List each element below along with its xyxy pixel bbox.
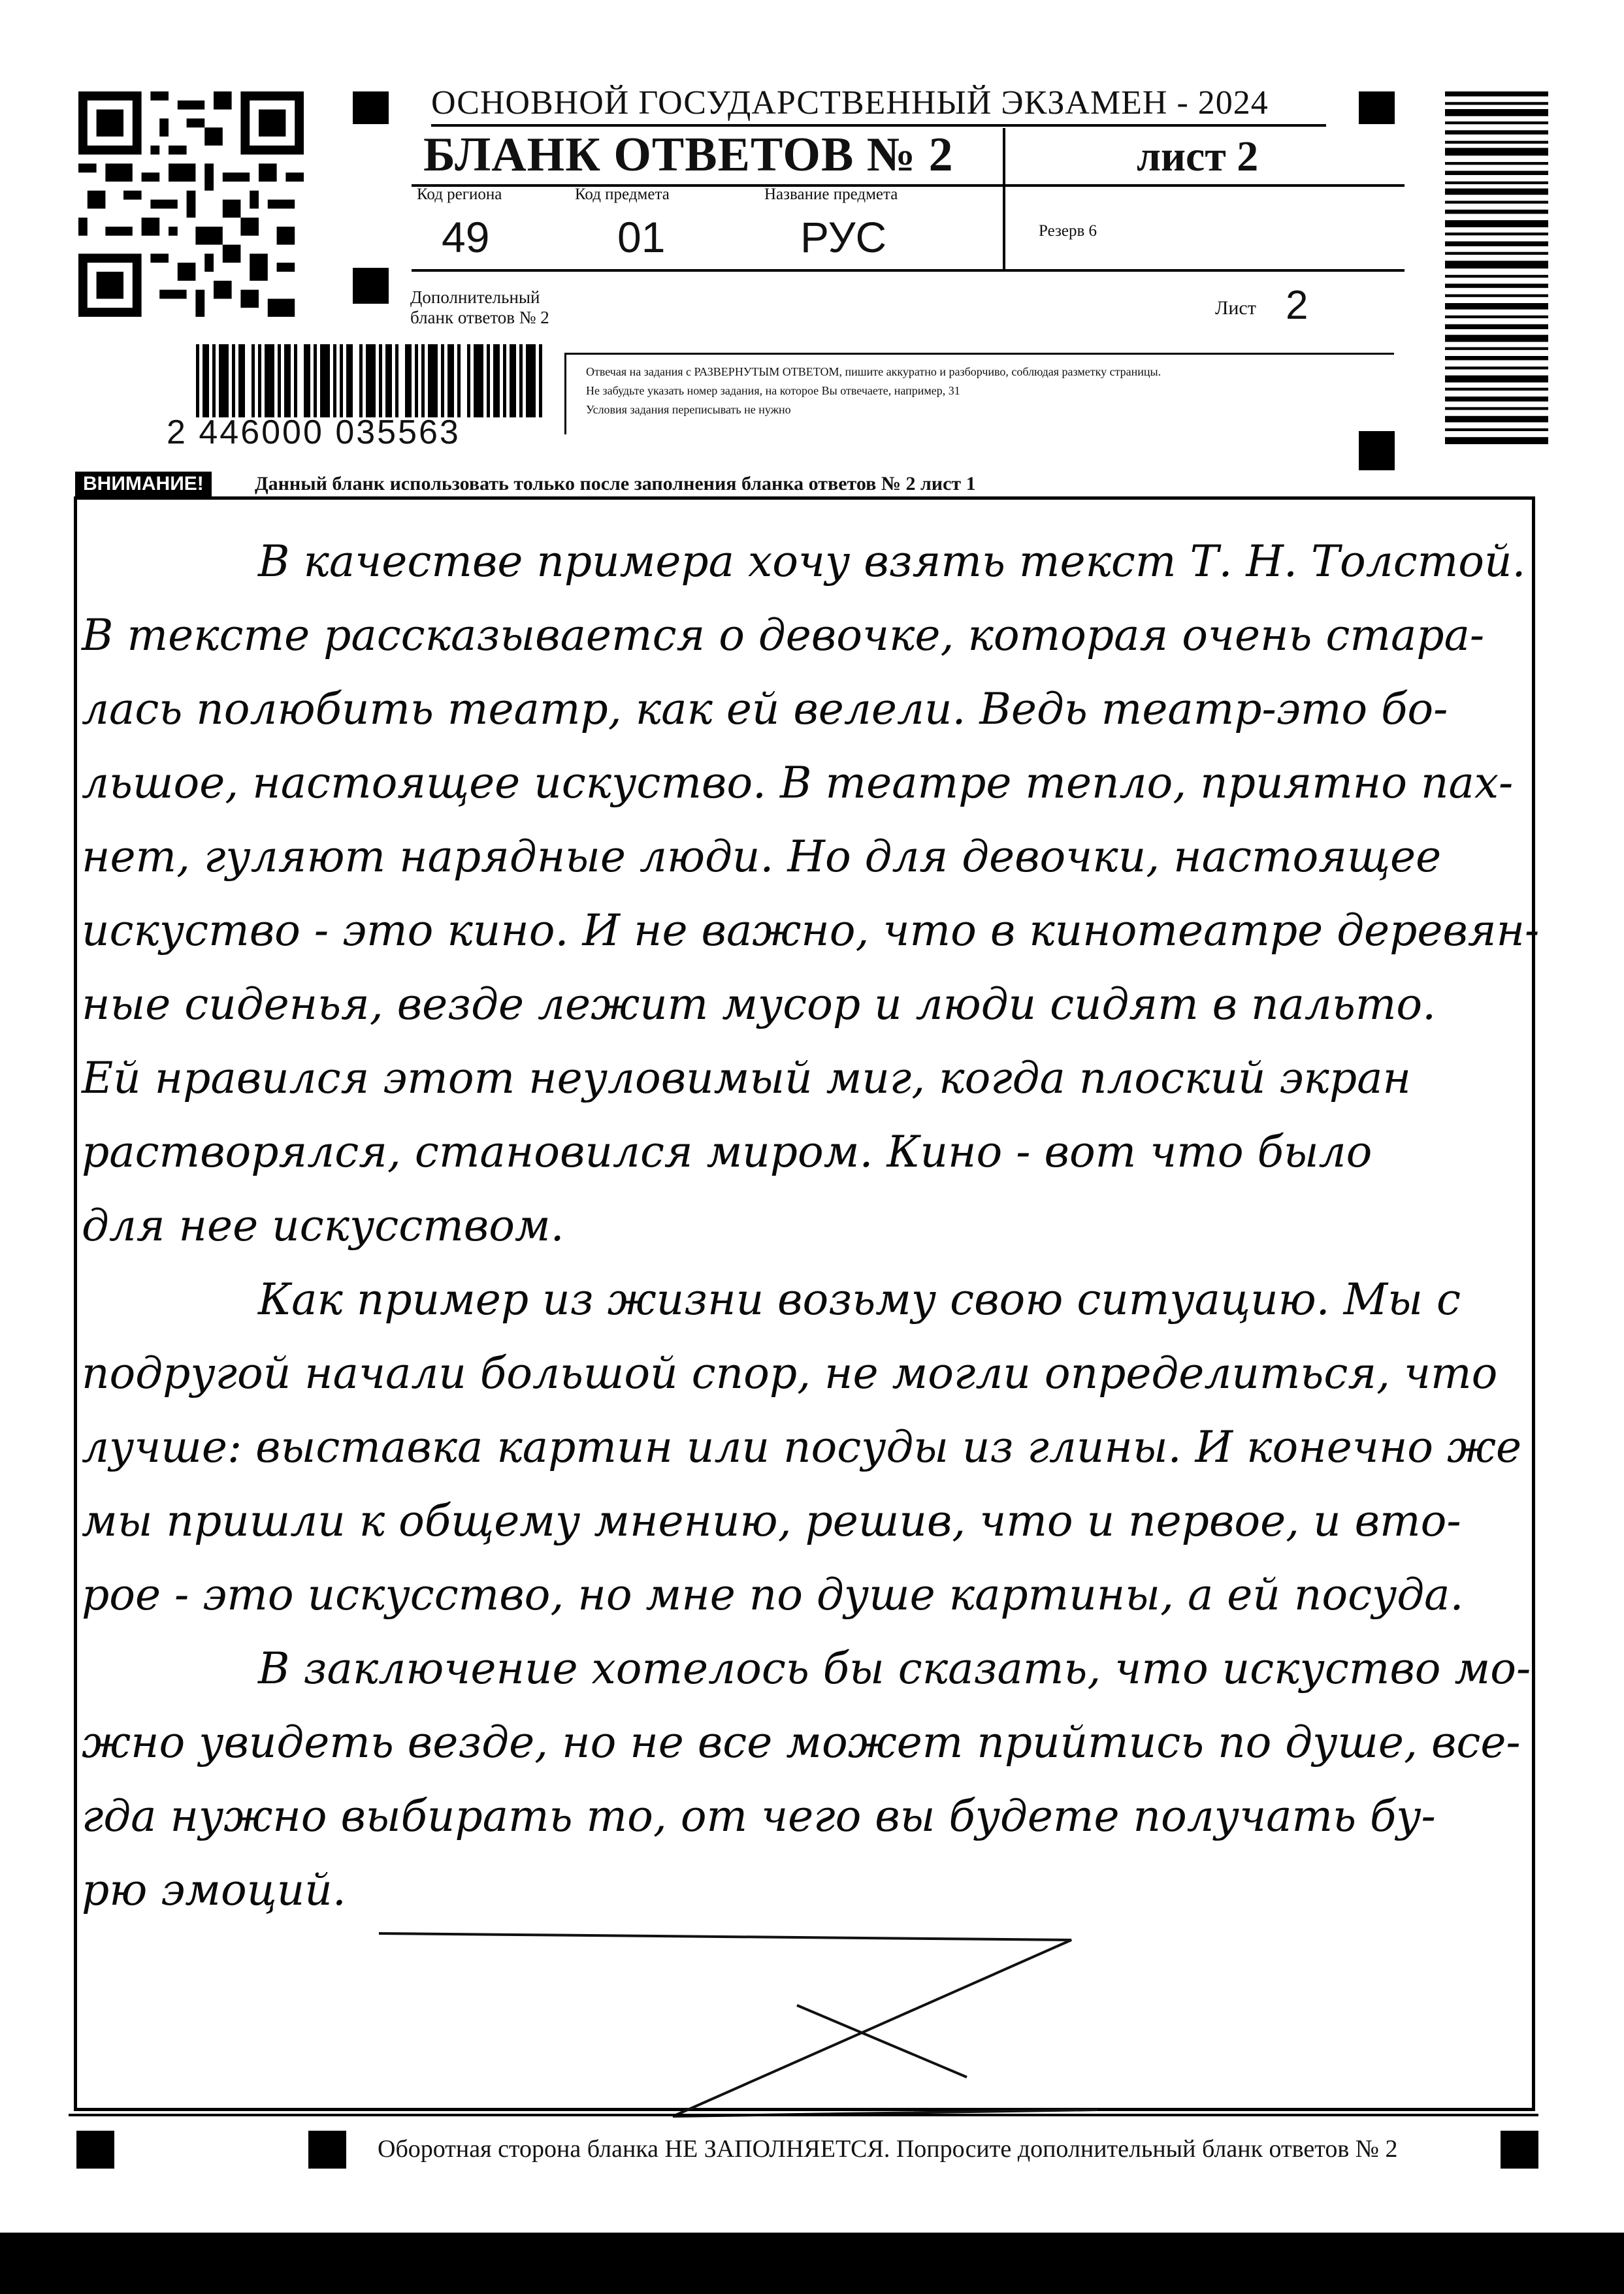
instruction-line: Отвечая на задания с РАЗВЕРНУТЫМ ОТВЕТОМ, пишите аккуратно и разборчиво, соблюдая разметку страницы. [586, 365, 1161, 378]
barcode-number: 2 446000 035563 [167, 413, 461, 451]
form-title: БЛАНК ОТВЕТОВ № 2 [423, 128, 954, 182]
registration-mark [1501, 2131, 1538, 2169]
registration-mark [1359, 91, 1395, 124]
answer-line: рю эмоций. [82, 1865, 346, 1915]
answer-text [82, 529, 1540, 1931]
sheet-label: Лист [1215, 297, 1256, 319]
answer-line: лась полюбить театр, как ей велели. Ведь театр-это бо- [82, 684, 1448, 734]
instructions-block [564, 353, 1394, 434]
answer-line: растворялся, становился миром. Кино - вот что было [82, 1127, 1372, 1177]
subject-name-field[interactable]: РУС [800, 213, 887, 261]
side-barcode [1445, 91, 1548, 444]
exam-title: ОСНОВНОЙ ГОСУДАРСТВЕННЫЙ ЭКЗАМЕН - 2024 [431, 84, 1326, 127]
answer-line: В качестве примера хочу взять текст Т. Н. Толстой. [258, 536, 1526, 587]
extra-form-label [410, 287, 549, 328]
region-code-field[interactable]: 49 [442, 213, 490, 261]
answer-line: подругой начали большой спор, не могли определиться, что [82, 1348, 1498, 1398]
instruction-line: Не забудьте указать номер задания, на которое Вы отвечаете, например, 31 [586, 384, 960, 397]
z-cross-out-mark [366, 1920, 1097, 2169]
answer-line: Как пример из жизни возьму свою ситуацию. Мы с [258, 1274, 1461, 1325]
reserve-field: Резерв 6 [1039, 222, 1097, 240]
extra-form-label-line: бланк ответов № 2 [410, 308, 549, 327]
answer-line: жно увидеть везде, но не все может прийтись по душе, все- [82, 1717, 1521, 1768]
registration-mark [1359, 431, 1395, 470]
answer-line: лучше: выставка картин или посуды из глины. И конечно же [82, 1422, 1522, 1472]
qr-code [75, 91, 307, 317]
extra-form-label-line: Дополнительный [410, 287, 540, 307]
footer-divider [69, 2114, 1538, 2116]
attention-text: Данный бланк использовать только после заполнения бланка ответов № 2 лист 1 [255, 473, 976, 494]
sheet-title: лист 2 [1137, 133, 1259, 180]
answer-line: В тексте рассказывается о девочке, которая очень стара- [82, 610, 1485, 660]
answer-line: для нее искусством. [82, 1201, 564, 1251]
answer-line: ные сиденья, везде лежит мусор и люди сидят в пальто. [82, 979, 1437, 1029]
subject-code-label: Код предмета [575, 186, 670, 203]
answer-line: искуство - это кино. И не важно, что в кинотеатре деревян- [82, 905, 1540, 956]
registration-mark [353, 268, 389, 304]
region-code-label: Код региона [417, 186, 502, 203]
answer-line: мы пришли к общему мнению, решив, что и первое, и вто- [82, 1496, 1461, 1546]
answer-line: рое - это искусство, но мне по душе картины, а ей посуда. [82, 1570, 1464, 1620]
header-divider [412, 184, 1405, 187]
answer-line: льшое, настоящее искуство. В театре тепло, приятно пах- [82, 758, 1514, 808]
subject-name-label: Название предмета [764, 186, 898, 203]
answer-line: нет, гуляют нарядные люди. Но для девочки, настоящее [82, 832, 1442, 882]
footer-note: Оборотная сторона бланка НЕ ЗАПОЛНЯЕТСЯ. Попросите дополнительный бланк ответов № 2 [378, 2135, 1398, 2163]
scan-edge [0, 2233, 1624, 2294]
answer-line: Ей нравился этот неуловимый миг, когда плоский экран [82, 1053, 1411, 1103]
attention-badge: ВНИМАНИЕ! [75, 472, 212, 496]
header-divider [1003, 128, 1005, 270]
registration-mark [353, 91, 389, 124]
answer-line: гда нужно выбирать то, от чего вы будете получать бу- [82, 1791, 1436, 1841]
registration-mark [308, 2131, 346, 2169]
answer-line: В заключение хотелось бы сказать, что искуство мо- [258, 1643, 1531, 1694]
registration-mark [76, 2131, 114, 2169]
subject-code-field[interactable]: 01 [617, 213, 666, 261]
header-divider [412, 269, 1405, 272]
barcode [196, 344, 542, 417]
instruction-line: Условия задания переписывать не нужно [586, 403, 791, 416]
sheet-number-field[interactable]: 2 [1286, 283, 1308, 328]
